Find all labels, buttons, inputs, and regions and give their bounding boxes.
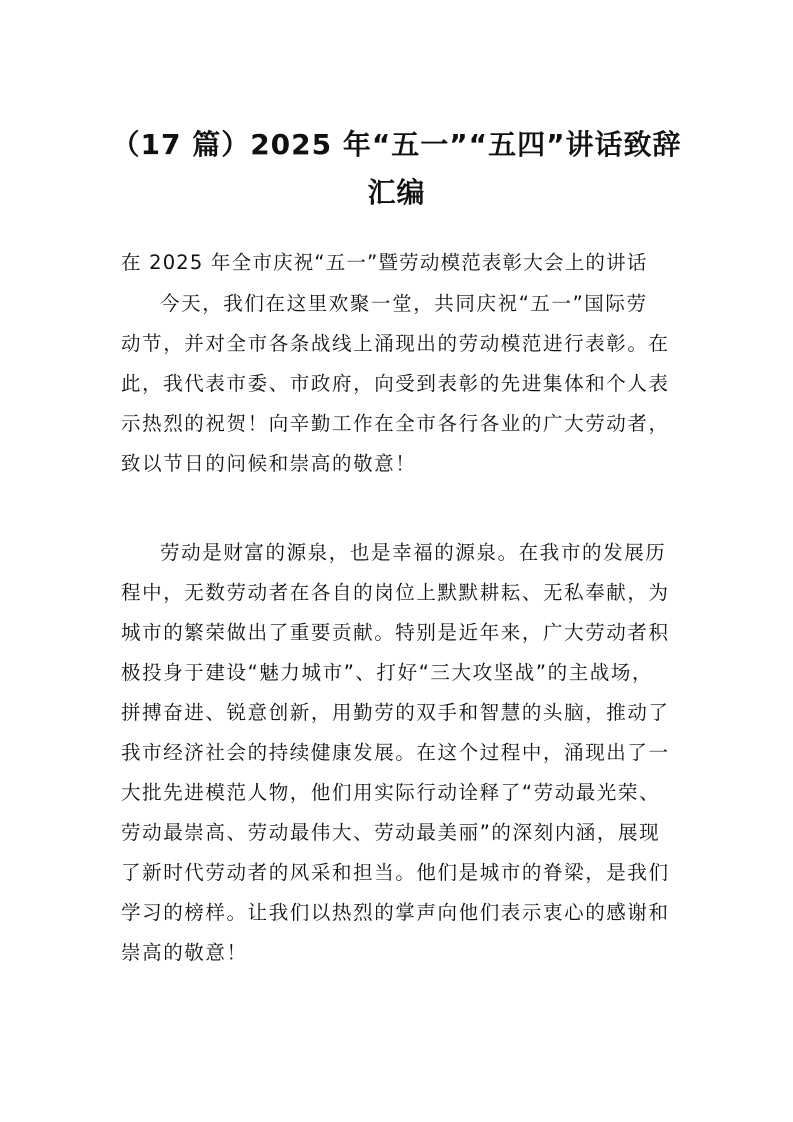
paragraph-2-line: 劳动最崇高、劳动最伟大、劳动最美丽”的深刻内涵，展现 (121, 821, 661, 844)
paragraph-2-line: 学习的榜样。让我们以热烈的掌声向他们表示衷心的感谢和 (121, 901, 670, 924)
paragraph-1-line: 今天，我们在这里欢聚一堂，共同庆祝“五一”国际劳 (160, 292, 648, 315)
document-title-line-1: （17 篇）2025 年“五一”“五四”讲话致辞 (111, 128, 682, 161)
paragraph-2-line: 拼搏奋进、锐意创新，用勤劳的双手和智慧的头脑，推动了 (121, 701, 670, 724)
paragraph-2-line: 极投身于建设“魅力城市”、打好“三大攻坚战”的主战场， (121, 661, 654, 684)
paragraph-1-line: 致以节日的问候和崇高的敬意！ (121, 452, 417, 475)
paragraph-2-line: 程中，无数劳动者在各自的岗位上默默耕耘、无私奉献，为 (121, 581, 670, 604)
paragraph-2-line: 劳动是财富的源泉，也是幸福的源泉。在我市的发展历 (160, 541, 667, 564)
paragraph-2-line: 大批先进模范人物，他们用实际行动诠释了“劳动最光荣、 (121, 781, 661, 804)
paragraph-2-line: 崇高的敬意！ (121, 941, 248, 964)
paragraph-1-line: 动节，并对全市各条战线上涌现出的劳动模范进行表彰。在 (121, 332, 670, 355)
speech-subheading: 在 2025 年全市庆祝“五一”暨劳动模范表彰大会上的讲话 (121, 251, 648, 274)
paragraph-1-line: 示热烈的祝贺！向辛勤工作在全市各行各业的广大劳动者， (121, 412, 670, 435)
document-title-line-2: 汇编 (367, 176, 426, 209)
paragraph-2-line: 了新时代劳动者的风采和担当。他们是城市的脊梁，是我们 (121, 861, 670, 884)
paragraph-2-line: 我市经济社会的持续健康发展。在这个过程中，涌现出了一 (121, 741, 670, 764)
paragraph-2-line: 城市的繁荣做出了重要贡献。特别是近年来，广大劳动者积 (121, 621, 670, 644)
paragraph-1-line: 此，我代表市委、市政府，向受到表彰的先进集体和个人表 (121, 372, 670, 395)
